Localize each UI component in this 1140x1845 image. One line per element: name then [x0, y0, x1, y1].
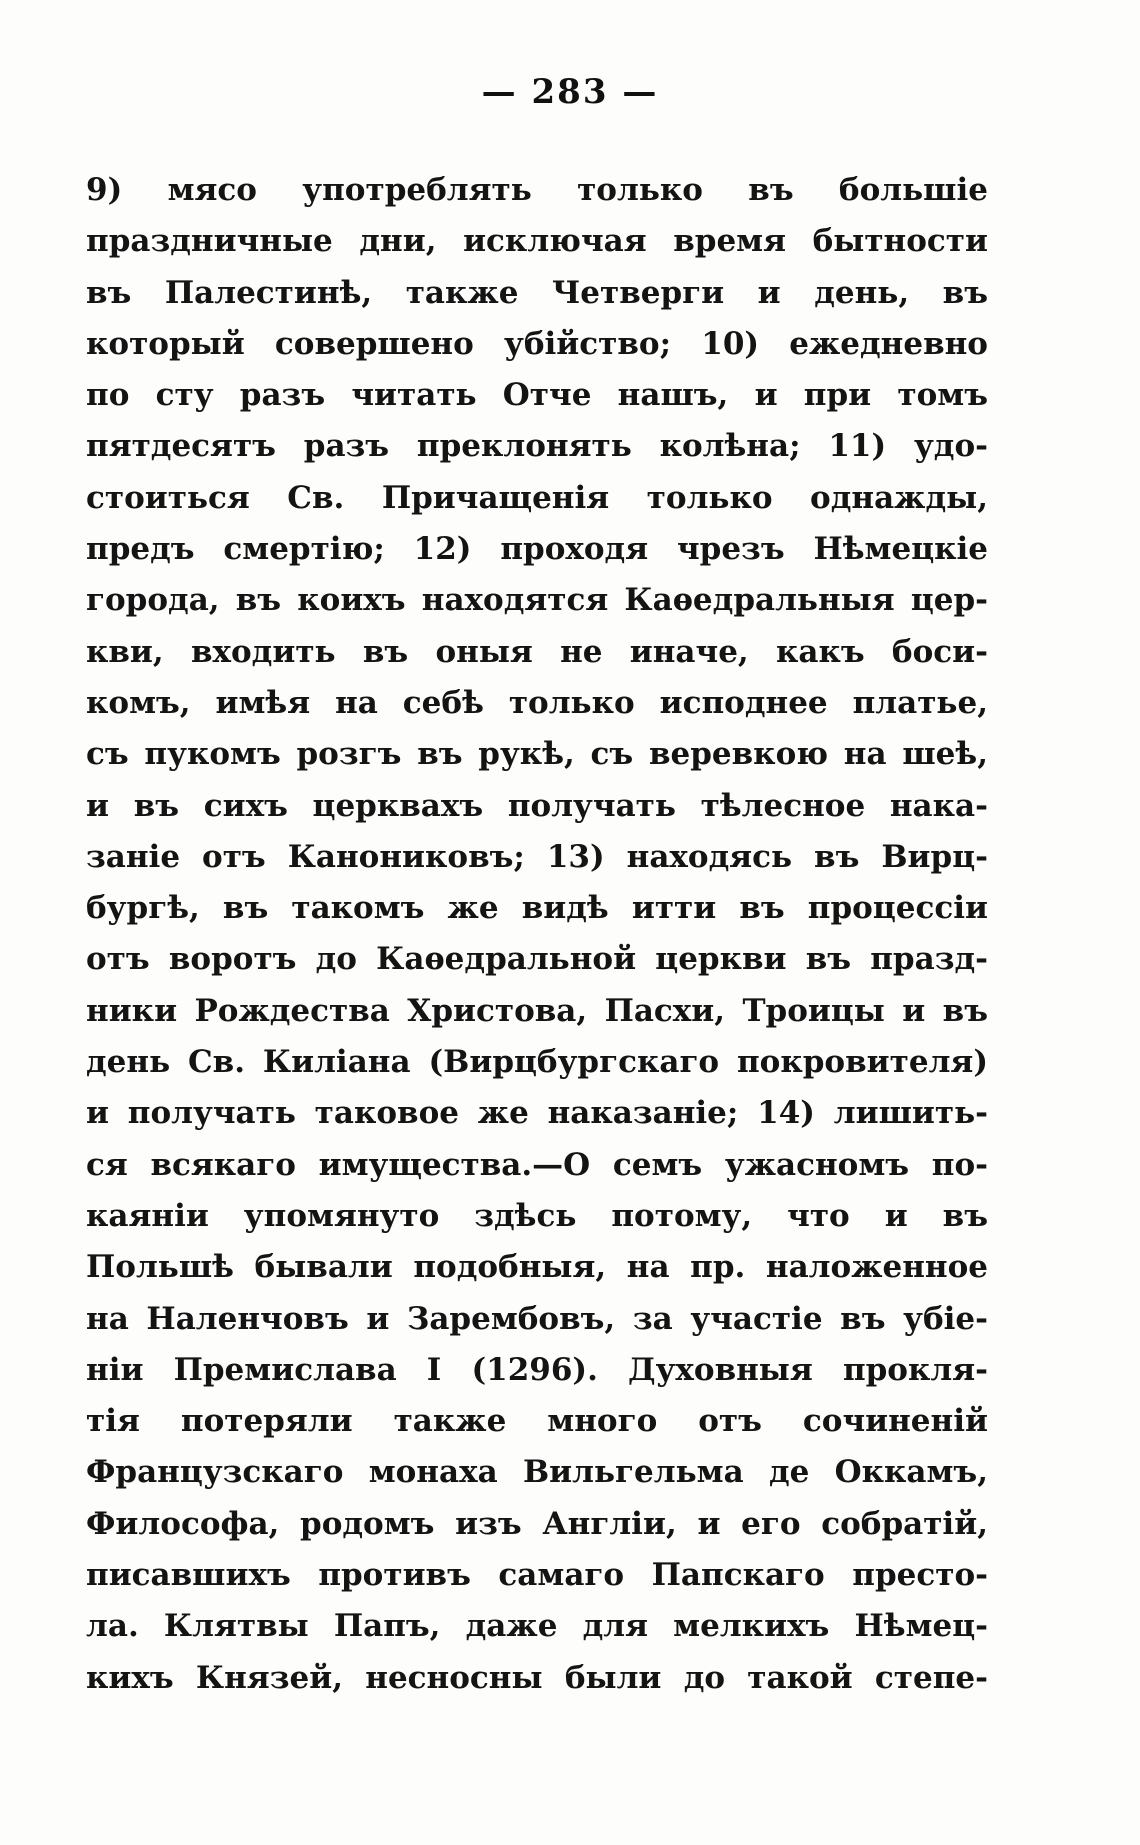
- text-line: ніи Премислава I (1296). Духовныя прокля-: [86, 1351, 988, 1388]
- body-text: [86, 165, 988, 1704]
- text-line: отъ воротъ до Каѳедральной церкви въ празд-: [86, 941, 988, 978]
- text-line: Польшѣ бывали подобныя, на пр. наложенное: [86, 1249, 988, 1286]
- text-line: города, въ коихъ находятся Каѳедральныя цер-: [86, 582, 988, 619]
- text-line: ла. Клятвы Папъ, даже для мелкихъ Нѣмец-: [86, 1608, 988, 1645]
- text-line: ся всякаго имущества.—О семъ ужасномъ по-: [86, 1146, 988, 1183]
- text-line: пятдесятъ разъ преклонять колѣна; 11) удо-: [86, 428, 988, 465]
- text-line: кви, входить въ оныя не иначе, какъ боси-: [86, 633, 988, 670]
- text-line: тія потеряли также много отъ сочиненій: [86, 1403, 988, 1440]
- text-line: Философа, родомъ изъ Англіи, и его собратій,: [86, 1505, 988, 1542]
- text-line: предъ смертію; 12) проходя чрезъ Нѣмецкіе: [86, 531, 988, 568]
- text-line: бургѣ, въ такомъ же видѣ итти въ процессіи: [86, 890, 988, 927]
- text-line: комъ, имѣя на себѣ только исподнее платье,: [86, 684, 988, 721]
- page-number-header: — 283 —: [481, 72, 659, 112]
- text-line: и въ сихъ церквахъ получать тѣлесное нака-: [86, 787, 988, 824]
- text-line: ники Рождества Христова, Пасхи, Троицы и въ: [86, 992, 988, 1029]
- text-line: 9) мясо употреблять только въ большіе: [86, 172, 988, 208]
- text-line: кихъ Князей, несносны были до такой степе-: [86, 1659, 988, 1696]
- text-line: въ Палестинѣ, также Четверги и день, въ: [86, 274, 988, 311]
- text-line: по сту разъ читать Отче нашъ, и при томъ: [86, 377, 988, 414]
- text-line: Французскаго монаха Вильгельма де Оккамъ,: [86, 1454, 988, 1491]
- text-line: праздничные дни, исключая время бытности: [86, 223, 988, 260]
- text-line: и получать таковое же наказаніе; 14) лишить-: [86, 1095, 988, 1132]
- text-line: на Наленчовъ и Зарембовъ, за участіе въ убіе-: [86, 1300, 988, 1337]
- text-line: заніе отъ Канониковъ; 13) находясь въ Вирц-: [86, 838, 988, 875]
- text-line: который совершено убійство; 10) ежедневно: [86, 325, 988, 362]
- text-line: день Св. Киліана (Вирцбургскаго покровителя): [86, 1044, 988, 1081]
- text-line: каяніи упомянуто здѣсь потому, что и въ: [86, 1197, 988, 1234]
- text-line: стоиться Св. Причащенія только однажды,: [86, 479, 988, 516]
- text-line: съ пукомъ розгъ въ рукѣ, съ веревкою на шеѣ,: [86, 736, 988, 773]
- text-line: писавшихъ противъ самаго Папскаго престо-: [86, 1557, 988, 1594]
